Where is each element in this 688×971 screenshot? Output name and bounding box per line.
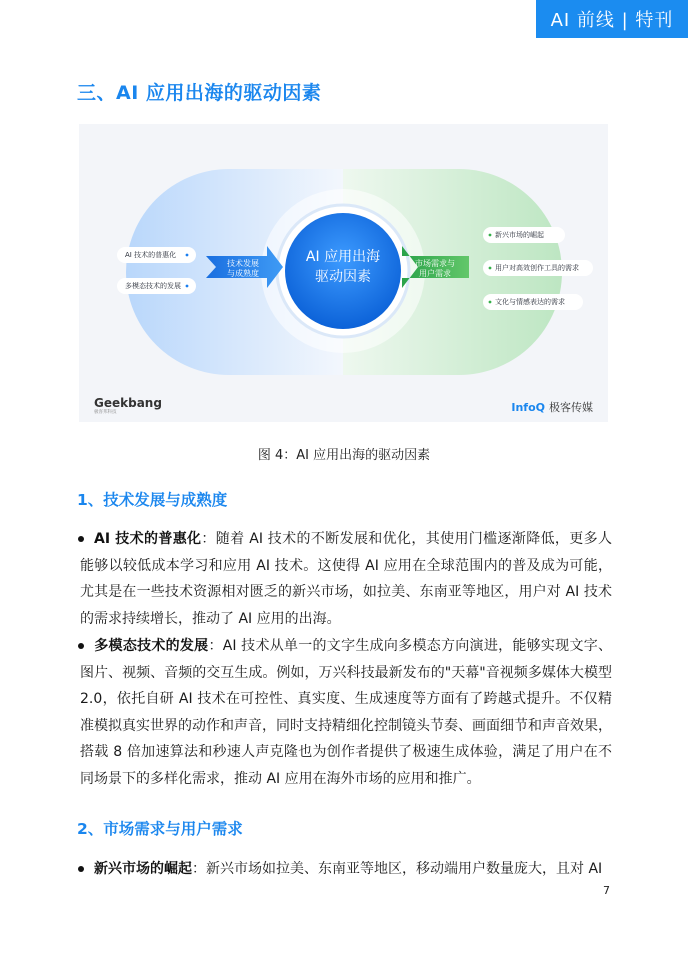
figure-caption: 图 4：AI 应用出海的驱动因素 [257, 448, 431, 463]
right-item-1: 新兴市场的崛起 [495, 231, 544, 239]
left-item-1: AI 技术的普惠化 [125, 251, 177, 259]
left-item-2: 多模态技术的发展 [125, 282, 181, 290]
driving-factors-figure [79, 124, 608, 422]
page-number: 7 [603, 884, 610, 897]
bullet-text: ：AI 技术从单一的文字生成向多模态方向演进，能够实现文字、图片、视频、音频的交互生成。例如，万兴科技最新发布的"天幕"音视频多媒体大模型 2.0，依托自研 AI 技术在可控性、真实度、生成速度等方面有了跨越式提升。不仅精准模拟真实世界的动作和声音，同时支持精细化控制镜头节奏、画面细节和声音效果，搭载 8 倍加速算法和秒速人声克隆也为创作者提供了极速生成体验，满足了用户在不同场景下的多样化需求，推动 AI 应用在海外市场的应用和推广。 [80, 638, 613, 787]
center-label-line1: AI 应用出海 [305, 249, 381, 265]
bullet-text: ：随着 AI 技术的不断发展和优化，其使用门槛逐渐降低，更多人能够以较低成本学习和应用 AI 技术。这使得 AI 应用在全球范围内的普及成为可能，尤其是在一些技术资源相对匮乏的新兴市场，如拉美、东南亚等地区，用户对 AI 技术的需求持续增长，推动了 AI 应用的出海。 [80, 531, 613, 627]
bullet-item [80, 633, 612, 792]
right-item-3: 文化与情感表达的需求 [495, 298, 565, 306]
bullet-item [80, 526, 612, 632]
center-label-line2: 驱动因素 [315, 269, 371, 285]
right-arrow-line1: 市场需求与 [415, 259, 455, 268]
infoq-brand-text: 极客传媒 [549, 401, 593, 414]
bullet-text: ：新兴市场如拉美、东南亚等地区，移动端用户数量庞大，且对 AI [192, 861, 603, 877]
left-arrow-line1: 技术发展 [227, 259, 259, 268]
bullet-item [80, 856, 612, 883]
geekbang-logo-sub: 极客邦科技 [94, 410, 117, 415]
subsection-title-2: 2、市场需求与用户需求 [77, 820, 243, 838]
infoq-logo [511, 399, 593, 415]
header-badge: AI 前线 | 特刊 [536, 0, 688, 38]
bullet-term: AI 技术的普惠化 [94, 531, 202, 547]
right-item-2: 用户对高效创作工具的需求 [495, 264, 579, 272]
section-title: 三、AI 应用出海的驱动因素 [77, 82, 322, 104]
subsection-title-1: 1、技术发展与成熟度 [77, 491, 228, 509]
infoq-brand: InfoQ [511, 401, 545, 414]
right-arrow-line2: 用户需求 [419, 269, 451, 278]
bullet-term: 新兴市场的崛起 [94, 861, 192, 877]
bullet-term: 多模态技术的发展 [94, 638, 209, 654]
left-arrow-line2: 与成熟度 [227, 269, 259, 278]
geekbang-logo: Geekbang [94, 396, 162, 410]
